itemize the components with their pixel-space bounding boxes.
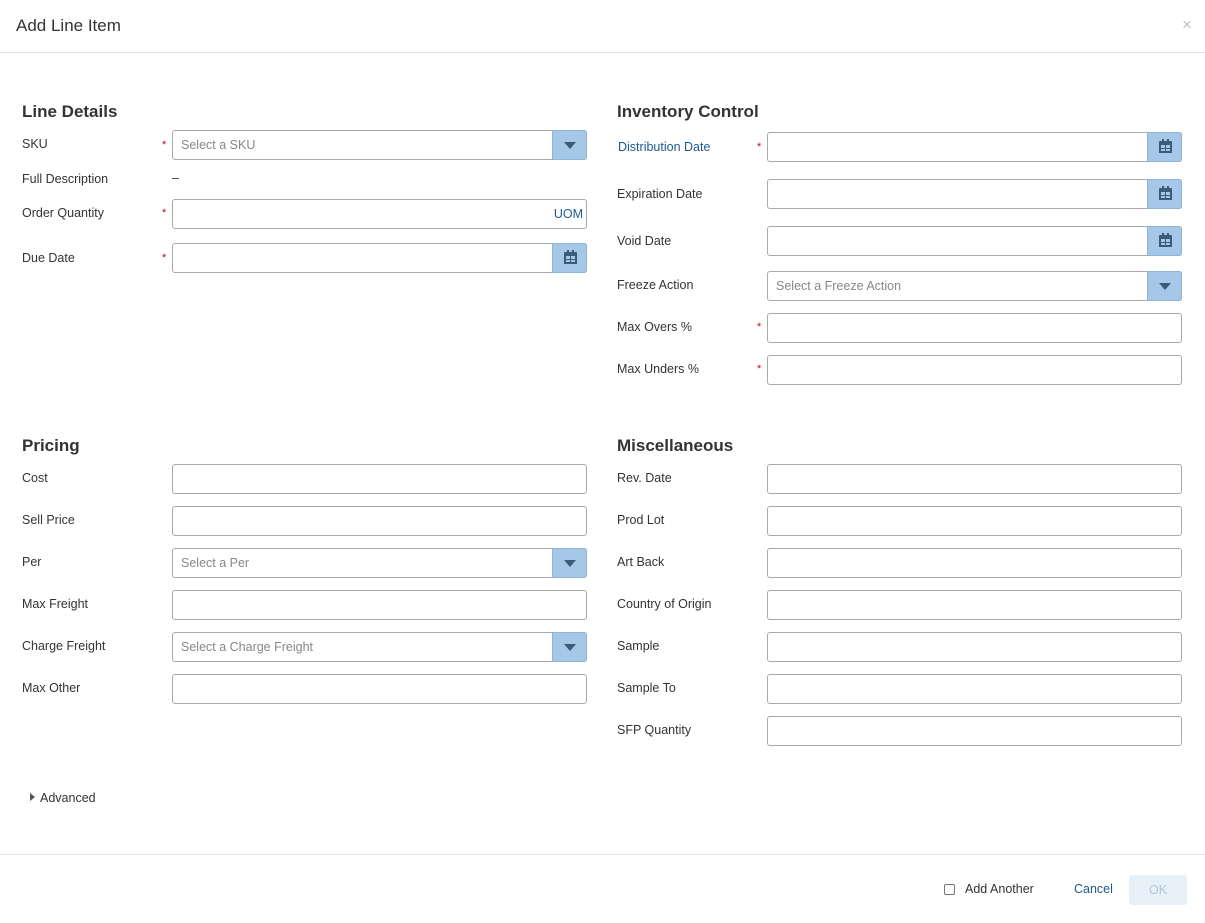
- section-title-line-details: Line Details: [22, 102, 118, 121]
- freeze-action-placeholder: Select a Freeze Action: [776, 279, 902, 293]
- caret-down-icon: [564, 644, 576, 651]
- country-of-origin-input[interactable]: [767, 590, 1182, 620]
- void-date-input[interactable]: [767, 226, 1182, 256]
- order-quantity-input[interactable]: [172, 199, 587, 229]
- max-other-input[interactable]: [172, 674, 587, 704]
- prod-lot-label: Prod Lot: [617, 513, 665, 527]
- art-back-input[interactable]: [767, 548, 1182, 578]
- advanced-label: Advanced: [40, 791, 96, 805]
- country-of-origin-label: Country of Origin: [617, 597, 712, 611]
- freeze-action-select[interactable]: [767, 271, 1182, 301]
- cost-label: Cost: [22, 471, 48, 485]
- full-description-label: Full Description: [22, 172, 109, 186]
- max-overs-input[interactable]: [767, 313, 1182, 343]
- caret-right-icon: [30, 793, 35, 801]
- prod-lot-input[interactable]: [767, 506, 1182, 536]
- dialog-header: [0, 0, 1205, 53]
- distribution-date-picker-button[interactable]: [1147, 132, 1182, 162]
- distribution-date-input[interactable]: [767, 132, 1182, 162]
- max-freight-label: Max Freight: [22, 597, 88, 611]
- charge-freight-select[interactable]: [172, 632, 587, 662]
- cost-input[interactable]: [172, 464, 587, 494]
- required-marker: *: [162, 139, 167, 151]
- sample-label: Sample: [617, 639, 660, 653]
- freeze-action-dropdown-button[interactable]: [1147, 271, 1182, 301]
- max-freight-input[interactable]: [172, 590, 587, 620]
- add-another-checkbox[interactable]: [944, 884, 955, 895]
- required-marker: *: [757, 141, 762, 153]
- calendar-icon: [1159, 139, 1172, 153]
- required-marker: *: [162, 207, 167, 219]
- max-unders-input[interactable]: [767, 355, 1182, 385]
- required-marker: *: [162, 252, 167, 264]
- close-icon[interactable]: ×: [1182, 15, 1192, 34]
- per-label: Per: [22, 555, 42, 569]
- max-other-label: Max Other: [22, 681, 81, 695]
- freeze-action-label: Freeze Action: [617, 278, 694, 292]
- per-placeholder: Select a Per: [181, 556, 250, 570]
- sample-to-input[interactable]: [767, 674, 1182, 704]
- art-back-label: Art Back: [617, 555, 665, 569]
- calendar-icon: [564, 250, 577, 264]
- caret-down-icon: [1159, 283, 1171, 290]
- void-date-picker-button[interactable]: [1147, 226, 1182, 256]
- caret-down-icon: [564, 142, 576, 149]
- expiration-date-picker-button[interactable]: [1147, 179, 1182, 209]
- charge-freight-dropdown-button[interactable]: [552, 632, 587, 662]
- required-marker: *: [757, 363, 762, 375]
- max-unders-label: Max Unders %: [617, 362, 699, 376]
- distribution-date-link[interactable]: Distribution Date: [618, 140, 711, 154]
- max-overs-label: Max Overs %: [617, 320, 693, 334]
- per-dropdown-button[interactable]: [552, 548, 587, 578]
- sku-dropdown-button[interactable]: [552, 130, 587, 160]
- sample-input[interactable]: [767, 632, 1182, 662]
- due-date-input[interactable]: [172, 243, 587, 273]
- per-select[interactable]: [172, 548, 587, 578]
- rev-date-input[interactable]: [767, 464, 1182, 494]
- calendar-icon: [1159, 186, 1172, 200]
- sfp-quantity-label: SFP Quantity: [617, 723, 692, 737]
- sku-placeholder: Select a SKU: [181, 138, 256, 152]
- rev-date-label: Rev. Date: [617, 471, 672, 485]
- add-another-label: Add Another: [965, 882, 1034, 896]
- sku-select[interactable]: [172, 130, 587, 160]
- caret-down-icon: [564, 560, 576, 567]
- sell-price-label: Sell Price: [22, 513, 75, 527]
- advanced-toggle[interactable]: [30, 791, 96, 805]
- required-marker: *: [757, 321, 762, 333]
- sfp-quantity-input[interactable]: [767, 716, 1182, 746]
- dialog-title: Add Line Item: [16, 16, 121, 35]
- ok-button[interactable]: OK: [1129, 875, 1187, 905]
- sample-to-label: Sample To: [617, 681, 676, 695]
- section-title-pricing: Pricing: [22, 436, 80, 455]
- section-title-inventory-control: Inventory Control: [617, 102, 759, 121]
- expiration-date-input[interactable]: [767, 179, 1182, 209]
- charge-freight-label: Charge Freight: [22, 639, 106, 653]
- full-description-value: –: [172, 171, 179, 185]
- due-date-label: Due Date: [22, 251, 75, 265]
- sell-price-input[interactable]: [172, 506, 587, 536]
- cancel-button[interactable]: Cancel: [1074, 882, 1113, 896]
- charge-freight-placeholder: Select a Charge Freight: [181, 640, 314, 654]
- void-date-label: Void Date: [617, 234, 672, 248]
- section-title-miscellaneous: Miscellaneous: [617, 436, 734, 455]
- order-quantity-label: Order Quantity: [22, 206, 104, 220]
- calendar-icon: [1159, 233, 1172, 247]
- sku-label: SKU: [22, 137, 48, 151]
- uom-button[interactable]: UOM: [553, 207, 583, 221]
- expiration-date-label: Expiration Date: [617, 187, 703, 201]
- due-date-picker-button[interactable]: [552, 243, 587, 273]
